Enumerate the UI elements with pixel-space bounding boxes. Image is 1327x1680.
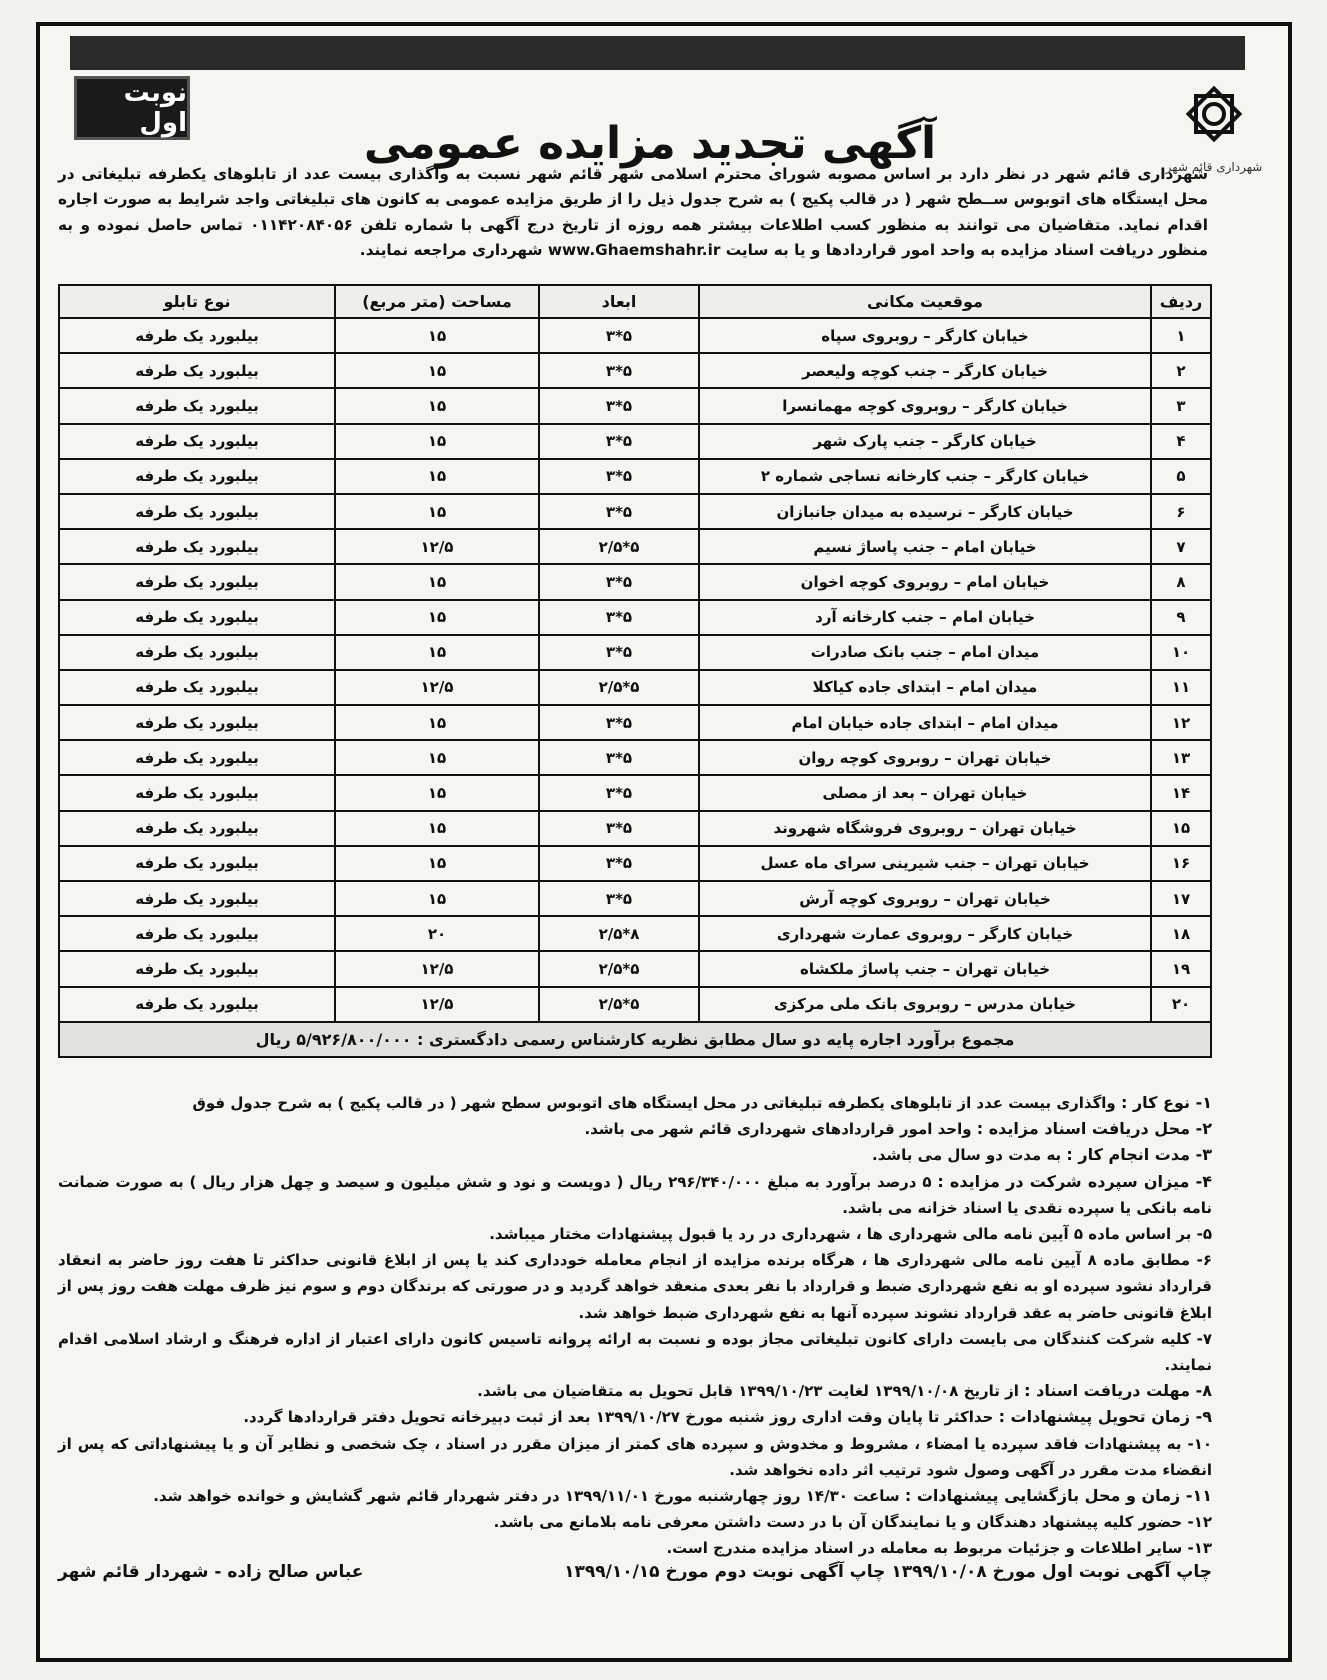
- row-dimensions: ۵*۳: [539, 635, 699, 670]
- term-key: ۴- میزان سپرده شرکت در مزایده :: [937, 1171, 1212, 1191]
- row-dimensions: ۵*۲/۵: [539, 987, 699, 1022]
- row-number: ۵: [1151, 459, 1211, 494]
- term-item: [58, 1404, 1212, 1430]
- term-text: ۱۳- سایر اطلاعات و جزئیات مربوط به معامله در اسناد مزایده مندرج است.: [666, 1539, 1212, 1558]
- term-text: ساعت ۱۴/۳۰ روز چهارشنبه مورخ ۱۳۹۹/۱۱/۰۱ در دفتر شهردار قائم شهر گشایش و خوانده خواهد شد.: [153, 1487, 905, 1506]
- term-text: ۱۲- حضور کلیه پیشنهاد دهندگان و یا نمایندگان آن با در دست داشتن معرفی نامه بلامانع می باشد.: [493, 1513, 1212, 1532]
- row-area: ۱۲/۵: [335, 529, 539, 564]
- row-area: ۱۵: [335, 459, 539, 494]
- row-number: ۱۳: [1151, 740, 1211, 775]
- term-item: [58, 1221, 1212, 1247]
- table-row: [59, 811, 1211, 846]
- row-number: ۲: [1151, 353, 1211, 388]
- row-dimensions: ۵*۲/۵: [539, 951, 699, 986]
- total-row: [59, 1022, 1211, 1057]
- row-number: ۴: [1151, 424, 1211, 459]
- row-number: ۱۹: [1151, 951, 1211, 986]
- row-location: خیابان کارگر – جنب کوچه ولیعصر: [699, 353, 1151, 388]
- term-key: ۱- نوع کار :: [1120, 1093, 1212, 1112]
- row-type: بیلبورد یک طرفه: [59, 811, 335, 846]
- row-type: بیلبورد یک طرفه: [59, 424, 335, 459]
- row-location: خیابان امام – روبروی کوچه اخوان: [699, 564, 1151, 599]
- terms-list: [58, 1090, 1212, 1562]
- row-location: خیابان کارگر – روبروی کوچه مهمانسرا: [699, 388, 1151, 423]
- table-row: [59, 987, 1211, 1022]
- row-dimensions: ۵*۳: [539, 388, 699, 423]
- term-item: [58, 1090, 1212, 1116]
- row-number: ۱۲: [1151, 705, 1211, 740]
- row-dimensions: ۵*۳: [539, 811, 699, 846]
- table-row: [59, 529, 1211, 564]
- row-number: ۶: [1151, 494, 1211, 529]
- term-key: ۲- محل دریافت اسناد مزایده :: [976, 1119, 1212, 1139]
- row-location: خیابان کارگر – روبروی سپاه: [699, 318, 1151, 353]
- table-row: [59, 600, 1211, 635]
- row-number: ۹: [1151, 600, 1211, 635]
- row-location: خیابان امام – جنب کارخانه آرد: [699, 600, 1151, 635]
- row-dimensions: ۵*۳: [539, 881, 699, 916]
- table-row: [59, 388, 1211, 423]
- row-location: خیابان مدرس – روبروی بانک ملی مرکزی: [699, 987, 1151, 1022]
- table-row: [59, 881, 1211, 916]
- term-item: [58, 1169, 1212, 1221]
- row-type: بیلبورد یک طرفه: [59, 987, 335, 1022]
- row-area: ۱۵: [335, 564, 539, 599]
- row-type: بیلبورد یک طرفه: [59, 740, 335, 775]
- term-item: [58, 1378, 1212, 1404]
- row-area: ۱۵: [335, 424, 539, 459]
- row-type: بیلبورد یک طرفه: [59, 881, 335, 916]
- row-area: ۱۵: [335, 740, 539, 775]
- row-dimensions: ۵*۳: [539, 424, 699, 459]
- row-type: بیلبورد یک طرفه: [59, 564, 335, 599]
- term-item: [58, 1247, 1212, 1326]
- table-row: [59, 635, 1211, 670]
- row-area: ۱۵: [335, 775, 539, 810]
- row-location: خیابان تهران – بعد از مصلی: [699, 775, 1151, 810]
- row-type: بیلبورد یک طرفه: [59, 670, 335, 705]
- term-key: ۳- مدت انجام کار :: [1066, 1145, 1212, 1165]
- row-type: بیلبورد یک طرفه: [59, 600, 335, 635]
- total-estimate: مجموع برآورد اجاره پایه دو سال مطابق نظریه کارشناس رسمی دادگستری : ۵/۹۲۶/۸۰۰/۰۰۰ ریال: [59, 1022, 1211, 1057]
- table-row: [59, 494, 1211, 529]
- row-dimensions: ۸*۲/۵: [539, 916, 699, 951]
- notice-title: آگهی تجدید مزایده عمومی: [363, 118, 937, 169]
- col-area-header: مساحت (متر مربع): [335, 285, 539, 318]
- row-area: ۱۵: [335, 705, 539, 740]
- row-location: خیابان امام – جنب پاساژ نسیم: [699, 529, 1151, 564]
- row-dimensions: ۵*۳: [539, 564, 699, 599]
- logo-caption: شهرداری قائم شهر: [1165, 160, 1263, 174]
- row-area: ۱۲/۵: [335, 670, 539, 705]
- row-dimensions: ۵*۳: [539, 459, 699, 494]
- col-location-header: موقعیت مکانی: [699, 285, 1151, 318]
- row-type: بیلبورد یک طرفه: [59, 846, 335, 881]
- row-number: ۱۶: [1151, 846, 1211, 881]
- row-dimensions: ۵*۳: [539, 353, 699, 388]
- row-dimensions: ۵*۳: [539, 494, 699, 529]
- row-number: ۱۰: [1151, 635, 1211, 670]
- table-row: [59, 424, 1211, 459]
- term-item: [58, 1509, 1212, 1535]
- term-key: ۹- زمان تحویل پیشنهادات :: [998, 1407, 1212, 1427]
- publication-badge: نوبت اول: [74, 76, 190, 140]
- mayor-signature: عباس صالح زاده - شهردار قائم شهر: [58, 1562, 364, 1582]
- row-location: خیابان کارگر – جنب پارک شهر: [699, 424, 1151, 459]
- row-area: ۱۵: [335, 635, 539, 670]
- table-row: [59, 705, 1211, 740]
- table-row: [59, 775, 1211, 810]
- row-number: ۲۰: [1151, 987, 1211, 1022]
- table-row: [59, 353, 1211, 388]
- table-row: [59, 846, 1211, 881]
- row-area: ۱۲/۵: [335, 987, 539, 1022]
- table-header-row: [59, 285, 1211, 318]
- term-text: ۷- کلیه شرکت کنندگان می بایست دارای کانون تبلیغاتی مجاز بوده و نسبت به ارائه پروانه تاسیس کانون دارای اعتبار از اداره فرهنگ و ارشاد اسلامی اقدام نمایند.: [58, 1329, 1212, 1375]
- term-item: [58, 1431, 1212, 1483]
- row-area: ۱۵: [335, 846, 539, 881]
- row-location: خیابان تهران – جنب پاساژ ملکشاه: [699, 951, 1151, 986]
- row-number: ۱۸: [1151, 916, 1211, 951]
- row-area: ۱۵: [335, 881, 539, 916]
- top-banner-bar: [70, 36, 1245, 70]
- row-area: ۱۵: [335, 353, 539, 388]
- table-row: [59, 564, 1211, 599]
- row-type: بیلبورد یک طرفه: [59, 353, 335, 388]
- row-dimensions: ۵*۳: [539, 318, 699, 353]
- logo-emblem-icon: [1174, 74, 1254, 154]
- row-area: ۱۲/۵: [335, 951, 539, 986]
- row-dimensions: ۵*۳: [539, 846, 699, 881]
- row-number: ۳: [1151, 388, 1211, 423]
- row-number: ۱۱: [1151, 670, 1211, 705]
- term-text: واگذاری بیست عدد از تابلوهای یکطرفه تبلیغاتی در محل ایستگاه های اتوبوس سطح شهر ( در قالب پکیج ) به شرح جدول فوق: [192, 1094, 1121, 1112]
- row-area: ۱۵: [335, 494, 539, 529]
- row-type: بیلبورد یک طرفه: [59, 494, 335, 529]
- row-location: خیابان تهران – روبروی فروشگاه شهروند: [699, 811, 1151, 846]
- term-item: [58, 1535, 1212, 1561]
- billboard-table: [58, 284, 1212, 1058]
- row-type: بیلبورد یک طرفه: [59, 318, 335, 353]
- row-type: بیلبورد یک طرفه: [59, 705, 335, 740]
- term-text: به مدت دو سال می باشد.: [872, 1146, 1067, 1165]
- row-location: میدان امام – ابتدای جاده کیاکلا: [699, 670, 1151, 705]
- row-dimensions: ۵*۳: [539, 600, 699, 635]
- table-row: [59, 916, 1211, 951]
- row-dimensions: ۵*۲/۵: [539, 529, 699, 564]
- row-area: ۱۵: [335, 600, 539, 635]
- row-area: ۲۰: [335, 916, 539, 951]
- term-item: [58, 1483, 1212, 1509]
- print-dates: چاپ آگهی نوبت اول مورخ ۱۳۹۹/۱۰/۰۸ چاپ آگهی نوبت دوم مورخ ۱۳۹۹/۱۰/۱۵: [564, 1562, 1212, 1582]
- term-key: ۸- مهلت دریافت اسناد :: [1024, 1381, 1212, 1401]
- row-area: ۱۵: [335, 318, 539, 353]
- row-dimensions: ۵*۲/۵: [539, 670, 699, 705]
- term-text: واحد امور قراردادهای شهرداری قائم شهر می باشد.: [584, 1120, 977, 1139]
- term-item: [58, 1326, 1212, 1378]
- col-type-header: نوع تابلو: [59, 285, 335, 318]
- row-number: ۱۴: [1151, 775, 1211, 810]
- row-location: خیابان کارگر – جنب کارخانه نساجی شماره ۲: [699, 459, 1151, 494]
- term-text: ۱۰- به پیشنهادات فاقد سپرده یا امضاء ، مشروط و مخدوش و سپرده های کمتر از میزان مقرر در اسناد ، چک شخصی و نظایر آن و یا پیشنهاداتی که پس از انقضاء مدت مقرر در آگهی وصول شود ترتیب اثر داده نخواهد شد.: [58, 1434, 1212, 1479]
- row-location: خیابان تهران – روبروی کوچه آرش: [699, 881, 1151, 916]
- row-number: ۸: [1151, 564, 1211, 599]
- term-text: ۶- مطابق ماده ۸ آیین نامه مالی شهرداری ها ، هرگاه برنده مزایده از انجام معامله خودداری کند یا پس از ابلاغ قانونی حداکثر تا هفت روز حاضر به انعقاد قرارداد نشود سپرده او به نفع شهرداری ضبط و قرارداد با نفر بعدی منعقد خواهد گردید و در صورتی که برندگان دوم و سوم نیز ظرف مهلت هفت روز پس از ابلاغ قانونی حاضر به عقد قرارداد نشوند سپرده آنها به نفع شهرداری ضبط خواهد شد.: [58, 1251, 1212, 1322]
- row-type: بیلبورد یک طرفه: [59, 388, 335, 423]
- term-text: از تاریخ ۱۳۹۹/۱۰/۰۸ لغایت ۱۳۹۹/۱۰/۲۳ قابل تحویل به متقاضیان می باشد.: [477, 1382, 1025, 1401]
- term-text: ۵ درصد برآورد به مبلغ ۲۹۶/۳۴۰/۰۰۰ ریال ( دویست و نود و شش میلیون و سیصد و چهل هزار ریال ) به صورت ضمانت نامه بانکی یا سپرده نقدی یا اسناد خزانه می باشد.: [58, 1172, 1212, 1217]
- row-area: ۱۵: [335, 811, 539, 846]
- term-key: ۱۱- زمان و محل بازگشایی پیشنهادات :: [904, 1486, 1212, 1506]
- col-dims-header: ابعاد: [539, 285, 699, 318]
- row-dimensions: ۵*۳: [539, 775, 699, 810]
- term-item: [58, 1142, 1212, 1168]
- row-type: بیلبورد یک طرفه: [59, 916, 335, 951]
- footer: [58, 1562, 1212, 1582]
- row-location: خیابان کارگر – نرسیده به میدان جانبازان: [699, 494, 1151, 529]
- row-area: ۱۵: [335, 388, 539, 423]
- row-location: میدان امام – ابتدای جاده خیابان امام: [699, 705, 1151, 740]
- term-text: حداکثر تا پایان وقت اداری روز شنبه مورخ ۱۳۹۹/۱۰/۲۷ بعد از ثبت دبیرخانه تحویل دفتر قراردادها گردد.: [243, 1408, 999, 1427]
- row-number: ۱۵: [1151, 811, 1211, 846]
- row-dimensions: ۵*۳: [539, 705, 699, 740]
- table-row: [59, 740, 1211, 775]
- row-type: بیلبورد یک طرفه: [59, 459, 335, 494]
- table-row: [59, 318, 1211, 353]
- term-text: ۵- بر اساس ماده ۵ آیین نامه مالی شهرداری ها ، شهرداری در رد یا قبول پیشنهادات مختار میباشد.: [489, 1225, 1212, 1244]
- row-number: ۷: [1151, 529, 1211, 564]
- table-row: [59, 670, 1211, 705]
- term-item: [58, 1116, 1212, 1142]
- table-row: [59, 951, 1211, 986]
- row-type: بیلبورد یک طرفه: [59, 529, 335, 564]
- row-location: خیابان کارگر – روبروی عمارت شهرداری: [699, 916, 1151, 951]
- row-type: بیلبورد یک طرفه: [59, 635, 335, 670]
- row-type: بیلبورد یک طرفه: [59, 775, 335, 810]
- row-location: میدان امام – جنب بانک صادرات: [699, 635, 1151, 670]
- col-row-header: ردیف: [1151, 285, 1211, 318]
- row-location: خیابان تهران – روبروی کوچه روان: [699, 740, 1151, 775]
- row-type: بیلبورد یک طرفه: [59, 951, 335, 986]
- row-number: ۱: [1151, 318, 1211, 353]
- row-dimensions: ۵*۳: [539, 740, 699, 775]
- row-number: ۱۷: [1151, 881, 1211, 916]
- row-location: خیابان تهران – جنب شیرینی سرای ماه عسل: [699, 846, 1151, 881]
- table-row: [59, 459, 1211, 494]
- intro-paragraph: شهرداری قائم شهر در نظر دارد بر اساس مصوبه شورای محترم اسلامی شهر قائم شهر نسبت به واگذاری بیست عدد از تابلوهای یکطرفه تبلیغاتی در محل ایستگاه های اتوبوس ســطح شهر ( در قالب پکیج ) به شرح جدول ذیل را از طریق مزایده عمومی به کانون های تبلیغاتی واجد شرایط به صورت اجاره اقدام نماید. متقاضیان می توانند به منظور کسب اطلاعات بیشتر همه روزه از تاریخ درج آگهی با شماره تلفن ۰۱۱۴۲۰۸۴۰۵۶ تماس حاصل نموده و به منظور دریافت اسناد مزایده به واحد امور قراردادها و یا به سایت www.Ghaemshahr.ir شهرداری مراجعه نمایند.: [58, 165, 1208, 259]
